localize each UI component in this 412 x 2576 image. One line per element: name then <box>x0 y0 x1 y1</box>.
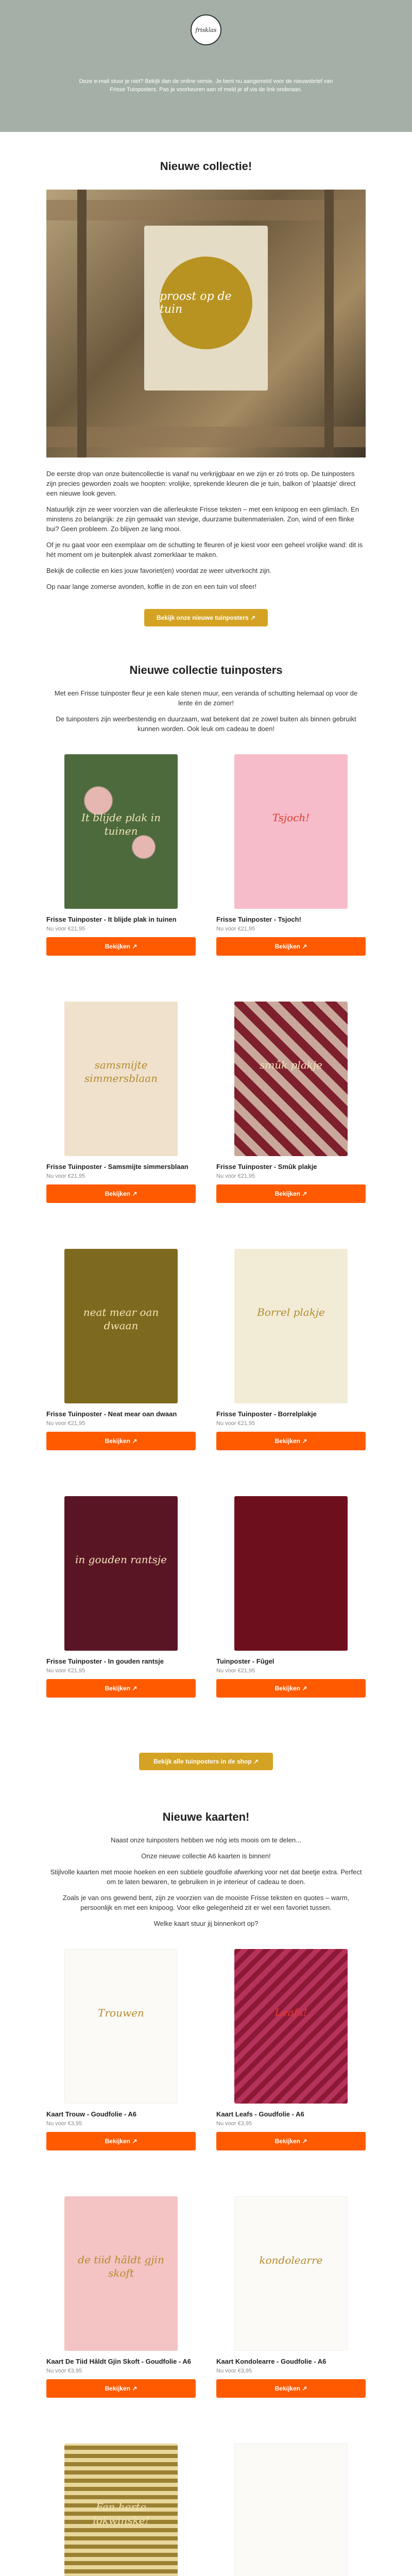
view-product-button[interactable]: Bekijken ↗ <box>216 1184 366 1203</box>
product-price: Nu voor €21,95 <box>216 1420 255 1427</box>
product-image[interactable] <box>64 2196 178 2351</box>
card-product-grid <box>46 1949 366 2576</box>
hero-poster-text: proost op de tuin <box>160 290 232 316</box>
section3-body <box>46 1835 366 1928</box>
product-image[interactable] <box>234 2196 348 2351</box>
product-title[interactable]: Frisse Tuinposter - Smûk plakje <box>216 1163 317 1171</box>
product-price: Nu voor €21,95 <box>46 926 85 932</box>
product-image-text: Borrel plakje <box>257 1306 325 1318</box>
product-image[interactable] <box>234 754 348 909</box>
product-price: Nu voor €21,95 <box>216 1668 255 1674</box>
brand-logo-text: frisklas <box>195 26 217 33</box>
product-image-text: It blijde plak in tuinen <box>81 811 161 837</box>
view-product-button[interactable]: Bekijken ↗ <box>46 2379 196 2398</box>
product-card <box>46 1249 196 1496</box>
section1-body <box>46 469 366 591</box>
product-price: Nu voor €3,95 <box>216 2368 252 2374</box>
product-price: Nu voor €21,95 <box>46 1173 85 1179</box>
section-title-new-collection: Nieuwe collectie! <box>160 160 252 173</box>
view-all-garden-posters-button[interactable]: Bekijk alle tuinposters in de shop ↗ <box>139 1753 273 1770</box>
product-price: Nu voor €21,95 <box>46 1668 85 1674</box>
view-product-button[interactable]: Bekijken ↗ <box>216 937 366 956</box>
product-card <box>46 1002 196 1249</box>
section1-paragraph: Op naar lange zomerse avonden, koffie in de zon en een tuin vol sfeer! <box>46 583 257 590</box>
section1-paragraph: Of je nu gaat voor een exemplaar om de schutting te fleuren of je kiest voor een geheel vrolijke wand: dit is hét moment om je buitenplek alvast zomerklaar te maken. <box>46 541 363 558</box>
section3-paragraph: Welke kaart stuur jij binnenkort op? <box>153 1920 259 1927</box>
view-product-button[interactable]: Bekijken ↗ <box>46 1679 196 1698</box>
product-card <box>46 754 196 1002</box>
product-image[interactable] <box>234 1949 348 2104</box>
section3-paragraph: Onze nieuwe collectie A6 kaarten is binnen! <box>141 1852 271 1860</box>
poster-product-grid <box>46 754 366 1743</box>
section-title-new-cards: Nieuwe kaarten! <box>162 1810 250 1823</box>
section-title-garden-posters: Nieuwe collectie tuinposters <box>129 664 283 676</box>
section1-paragraph: Natuurlijk zijn ze weer voorzien van die allerleukste Frisse teksten – met een knipoog en een glimlach. En minstens zo belangrijk: ze zijn gemaakt van stevige, duurzame buitenmaterialen. Zon, wind of een flinke bui? Geen probleem. Zo blijven ze lang mooi. <box>46 505 359 533</box>
product-image[interactable] <box>234 1002 348 1156</box>
product-image-text: Tsjoch! <box>272 811 310 824</box>
product-card <box>216 2196 366 2444</box>
section1-paragraph: De eerste drop van onze buitencollectie is vanaf nu verkrijgbaar en we zijn er zó trots op. De tuinposters zijn precies geworden zoals we hoopten: vrolijke, sprekende kleuren die je tuin, balkon of 'plaatsje' direct een nieuwe look geven. <box>46 470 356 497</box>
view-product-button[interactable]: Bekijken ↗ <box>46 1184 196 1203</box>
section1-paragraph: Bekijk de collectie en kies jouw favoriet(en) voordat ze weer uitverkocht zijn. <box>46 567 272 574</box>
product-price: Nu voor €21,95 <box>46 1420 85 1427</box>
product-image-text: de tiid hâldt gjin skoft <box>78 2253 164 2279</box>
view-product-button[interactable]: Bekijken ↗ <box>216 1679 366 1698</box>
product-title[interactable]: Frisse Tuinposter - Tsjoch! <box>216 916 301 923</box>
product-title[interactable]: Kaart Trouw - Goudfolie - A6 <box>46 2110 137 2118</box>
brand-logo[interactable] <box>191 14 221 45</box>
product-card <box>216 1002 366 1249</box>
product-image-text: kondolearre <box>259 2254 323 2266</box>
product-image-text: neat mear oan dwaan <box>83 1306 159 1332</box>
product-title[interactable]: Kaart Kondolearre - Goudfolie - A6 <box>216 2358 327 2365</box>
section3-paragraph: Zoals je van ons gewend bent, zijn ze voorzien van de mooiste Frisse teksten en quotes – warm, persoonlijk en met een knipoog. Voor elke gelegenheid zit er wel een favoriet tussen. <box>62 1894 350 1911</box>
email-content <box>46 132 366 2576</box>
product-card <box>46 1949 196 2196</box>
product-card <box>46 2196 196 2444</box>
section2-paragraph: De tuinposters zijn weerbestendig en duurzaam, wat betekent dat ze zowel buiten als binnen gebruikt kunnen worden. Ook leuk om cadeau te doen! <box>56 715 356 733</box>
header-notice: Deze e-mail stuur je niet? Bekijk dan de online versie. Je bent nu aangemeld voor de nieuwsbrief van Frisse Tuinposters. Pas je voorkeuren aan of meld je af via de link onderaan. <box>79 78 333 93</box>
product-card <box>216 2444 366 2576</box>
product-title[interactable]: Tuinposter - Fûgel <box>216 1657 274 1665</box>
product-image[interactable] <box>234 1249 348 1403</box>
view-product-button[interactable]: Bekijken ↗ <box>216 1432 366 1450</box>
product-image[interactable] <box>64 1002 178 1156</box>
product-card <box>216 1249 366 1496</box>
email-header <box>0 0 412 132</box>
section2-intro <box>46 688 366 734</box>
product-price: Nu voor €3,95 <box>46 2368 82 2374</box>
product-image-text: Fan herte lokwinske! <box>93 2501 149 2527</box>
view-product-button[interactable]: Bekijken ↗ <box>46 937 196 956</box>
product-title[interactable]: Frisse Tuinposter - In gouden rantsje <box>46 1657 164 1665</box>
hero-poster <box>144 226 268 391</box>
section3-paragraph: Naast onze tuinposters hebben we nóg iets moois om te delen... <box>111 1836 301 1844</box>
product-card <box>216 1949 366 2196</box>
product-title[interactable]: Frisse Tuinposter - Borrelplakje <box>216 1410 317 1418</box>
product-image[interactable] <box>64 754 178 909</box>
product-image-text: samsmijte simmersblaan <box>84 1059 158 1084</box>
product-image-text: in gouden rantsje <box>75 1553 167 1566</box>
product-price: Nu voor €21,95 <box>216 926 255 932</box>
view-product-button[interactable]: Bekijken ↗ <box>216 2132 366 2150</box>
section2-paragraph: Met een Frisse tuinposter fleur je een kale stenen muur, een veranda of schutting helemaal op voor de lente én de zomer! <box>54 689 358 707</box>
view-product-button[interactable]: Bekijken ↗ <box>46 1432 196 1450</box>
product-card <box>216 754 366 1002</box>
product-title[interactable]: Frisse Tuinposter - Samsmijte simmersblaan <box>46 1163 188 1171</box>
product-image[interactable] <box>234 2444 348 2576</box>
hero-image[interactable] <box>46 190 366 457</box>
product-price: Nu voor €3,95 <box>216 2121 252 2127</box>
product-image-text: smûk plakje <box>260 1059 322 1071</box>
product-title[interactable]: Frisse Tuinposter - It blijde plak in tuinen <box>46 916 177 923</box>
section3-paragraph: Stijlvolle kaarten met mooie hoeken en een subtiele goudfolie afwerking voor net dat beetje extra. Perfect om te laten bewaren, te gebruiken in je interieur of cadeau te doen. <box>50 1868 362 1886</box>
product-image[interactable] <box>64 1249 178 1403</box>
product-image[interactable] <box>64 1949 178 2104</box>
product-image-text: Leafs! <box>274 2006 307 2019</box>
product-price: Nu voor €21,95 <box>216 1173 255 1179</box>
product-title[interactable]: Kaart Leafs - Goudfolie - A6 <box>216 2110 304 2118</box>
product-image-text: Trouwen <box>98 2007 144 2019</box>
product-price: Nu voor €3,95 <box>46 2121 82 2127</box>
product-title[interactable]: Frisse Tuinposter - Neat mear oan dwaan <box>46 1410 177 1418</box>
product-card <box>216 1496 366 1743</box>
product-image[interactable] <box>64 2444 178 2576</box>
view-new-garden-posters-button[interactable]: Bekijk onze nieuwe tuinposters ↗ <box>144 609 268 626</box>
product-image[interactable] <box>234 1496 348 1651</box>
product-card <box>46 1496 196 1743</box>
view-product-button[interactable]: Bekijken ↗ <box>46 2132 196 2150</box>
product-image[interactable] <box>64 1496 178 1651</box>
product-card <box>46 2444 196 2576</box>
view-product-button[interactable]: Bekijken ↗ <box>216 2379 366 2398</box>
product-title[interactable]: Kaart De Tiid Hâldt Gjin Skoft - Goudfolie - A6 <box>46 2358 191 2365</box>
